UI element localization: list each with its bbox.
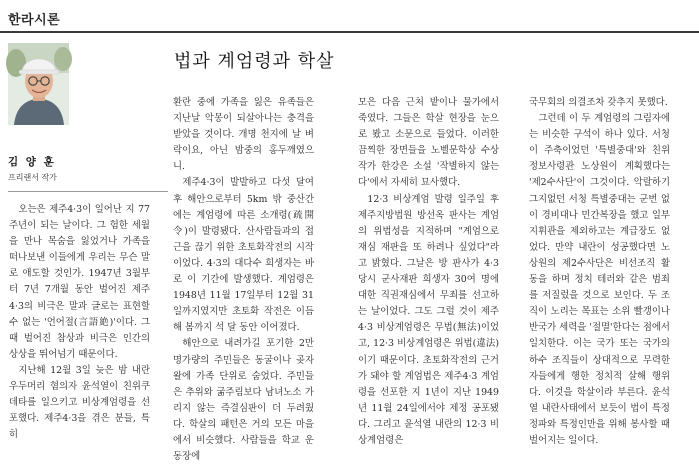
section-title: 한라시론: [8, 13, 61, 28]
article-column-3: [358, 95, 499, 446]
author-role: 프리랜서 작가: [8, 173, 57, 182]
paragraph: 그런데 이 두 계엄령의 그림자에는 비슷한 구석이 하나 있다. 서청이 주축이었던 '특별중대'와 친위 정보사령관 노상원이 계획했다는 '제2수사단'이 그것이다. 악랄하기 그지없던 서청 특별중대는 군번 없이 경비대나 민간복장을 했고 일부 지휘관을 제외하고는 계급장도 없었다. 만약 내란이 성공했다면 노상원의 제2수사단은 비선조직 활동을 하며 정치 테러와 같은 범죄를 저질렀을 것으로 보인다. 두 조직이 노리는 목표는 소위 빨갱이나 반국가 세력을 '절멸'한다는 점에서 일치한다. 이는 국가 또는 국가의 하수 조직들이 상대적으로 무력한 자들에게 행한 정치적 살해 행위다. 이것을 학살이라 부른다. 윤석열 내란사태에서 보듯이 법이 특정 정파와 특정인만을 위해 봉사할 때 벌어지는 일이다.: [529, 113, 670, 446]
header-rule: [0, 31, 699, 33]
article-column-4: [529, 95, 670, 446]
author-photo: [8, 43, 69, 125]
article-headline: 법과 계엄령과 학살: [174, 51, 335, 72]
paragraph: 국무회의 의결조차 갖추지 못했다.: [529, 97, 668, 108]
author-name: 김 양 훈: [8, 156, 56, 168]
author-divider: [8, 191, 168, 192]
paragraph: 제주4·3이 발발하고 다섯 달여 후 해안으로부터 5km 밖 중산간에는 계엄령에 따른 소개령(疏開令)이 발령됐다. 산사람들과의 접근을 끊기 위한 초토화작전의 시작이었다. 4·3의 대다수 희생자는 바로 이 기간에 발생했다. 계엄령은 1948년 11월 17일부터 12월 31일까지였지만 초토화 작전은 이듬해 봄까지 석 달 동안 이어졌다.: [173, 177, 314, 334]
column-header: [0, 0, 699, 34]
paragraph: 해안으로 내려가길 포기한 2만 명가량의 주민들은 동굴이나 곶자왈에 가족 단위로 숨었다. 주민들은 추위와 굶주림보다 남녀노소 가리지 않는 즉결심판이 더 두려웠다. 학살의 패턴은 거의 모든 마을에서 비슷했다. 사람들을 학교 운동장에: [173, 338, 314, 463]
paragraph: 12·3 비상계엄 발령 일주일 후 제주지방법원 방선옥 판사는 계엄의 위법성을 지적하며 "계엄으로 재심 재판을 또 하려나 싶었다"라고 밝혔다. 그날은 방 판사가 4·3 당시 군사재판 희생자 30여 명에 대한 직권재심에서 무죄를 선고하는 날이었다. 그도 그럴 것이 제주4·3 비상계엄령은 무법(無法)이었고, 12·3 비상계엄령은 위법(違法)이기 때문이다. 초토화작전의 근거가 돼야 할 계엄법은 제주4·3 계엄령을 선포한 지 1년이 지난 1949년 11월 24일에서야 제정 공포됐다. 그리고 윤석열 내란의 12·3 비상계엄령은: [358, 193, 499, 446]
paragraph: 환란 중에 가족을 잃은 유족들은 지난날 악몽이 되살아나는 충격을 받았을 것이다. 개명 천지에 날 벼락이요, 아닌 밤중의 홍두깨였으니.: [173, 97, 314, 173]
author-portrait-icon: [8, 43, 69, 125]
paragraph: 오는은 제주4·3이 일어난 지 77주년이 되는 날이다. 그 험한 세월을 만나 목숨을 잃었거나 가족을 떠나보낸 이들에게 우리는 무슨 말로 애도할 것인가. 1947년 3월부터 7년 7개월 동안 벌어진 제주4·3의 비극은 말과 글로는 표현할 수 없는 '언어절(言語絶)'이다. 그때 벌어진 참상과 비극은 인간의 상상을 뛰어넘기 때문이다.: [9, 204, 150, 360]
article-column-1: [9, 202, 150, 443]
paragraph: 모은 다음 근처 밭이나 물가에서 죽였다. 그들은 학살 현장을 눈으로 봤고 소문으로 들었다. 이러한 끔찍한 장면들을 노벨문학상 수상 작가 한강은 소설 '작별하지 않는다'에서 자세히 묘사했다.: [358, 97, 499, 189]
paragraph: 지난해 12월 3일 늦은 밤 내란 우두머리 혐의자 윤석열이 친위쿠데타를 일으키고 비상계엄령을 선포했다. 제주4·3을 겪은 분들, 특히: [9, 364, 150, 441]
article-column-2: [173, 95, 314, 463]
